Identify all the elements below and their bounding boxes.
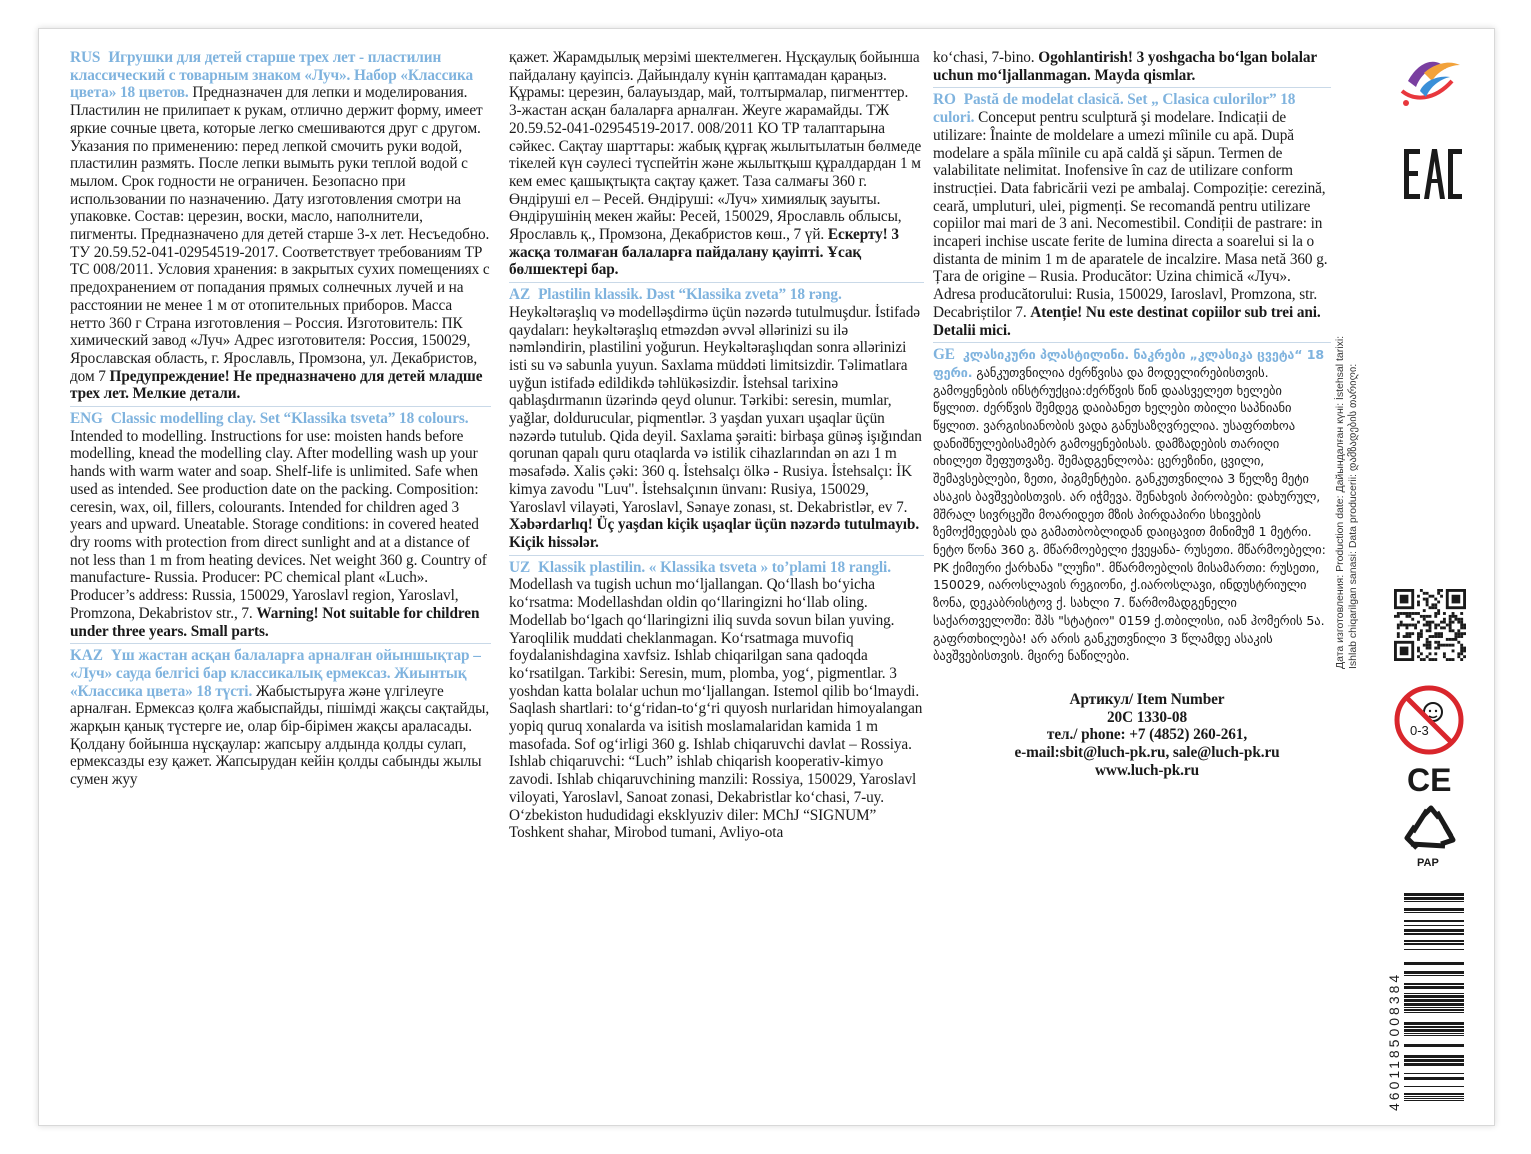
website-line: www.luch-pk.ru [1094, 761, 1199, 779]
uz-continued [933, 49, 1331, 84]
az-code: AZ [509, 286, 531, 304]
rus-code: RUS [70, 49, 101, 66]
ge-code: GE [933, 346, 955, 364]
az-warning: Xəbərdarlıq! Üç yaşdan kiçik uşaqlar üçün nəzərdə tutulmayıb. Kiçik hissələr. [509, 516, 920, 551]
production-date-vertical [1334, 269, 1374, 669]
column-2 [509, 49, 924, 842]
kaz-heading: Үш жастан асқан балаларға арналған ойыншықтар – «Луч» сауда белгісі бар классикалық ермексаз. Жиынтық «Классика цвета» 18 түсті. [70, 647, 481, 700]
contacts-block [963, 691, 1331, 780]
uz-heading: Klassik plastilin. « Klassika tsveta » to’plami 18 rangli. [538, 558, 891, 576]
divider [70, 406, 491, 407]
az-section [509, 286, 924, 552]
ro-warning: Atenție! Nu este destinat copiilor sub trei ani. Detalii mici. [933, 303, 1321, 339]
column-3 [933, 49, 1331, 779]
column-1 [70, 49, 491, 789]
uz-body-continued: ko‘chasi, 7-bino. [933, 49, 1035, 66]
label-sheet [38, 28, 1495, 1126]
divider [509, 555, 924, 556]
not-for-under-3-icon [1393, 684, 1465, 756]
production-date-line-2: Ishlab chiqarilgan sanasi: Data producerii: დამზადების თარიღი: [1347, 363, 1359, 669]
eng-heading: Classic modelling clay. Set “Klassika tsveta” 18 colours. [110, 410, 469, 428]
divider [933, 87, 1331, 88]
production-date-line-1: Дата изготовления: Production date: Дайындалған күні: İstehsal tarixi: [1334, 335, 1346, 669]
uz-warning: Ogohlantirish! 3 yoshgacha bo‘lgan bolalar uchun mo‘ljallanmagan. Mayda qismlar. [933, 49, 1317, 84]
eng-section [70, 410, 491, 640]
eng-body: Intended to modelling. Instructions for use: moisten hands before modelling, knead the modelling clay. After modelling wash up your hands with warm water and soap. Shelf-life is unlimited. Safe when used as intended. See production date on the packing. Composition: ceresin, wax, oil, fillers, colourants. Intended for children aged 3 years and upward. Uneatable. Storage conditions: in covered heated dry rooms with protection from direct sunlight and at a distance of not less than 1 m from heating devices. Net weight 360 g. Country of manufacture- Russia. Producer: PC chemical plant «Luch». Producer’s address: Russia, 150029, Yaroslavl region, Yaroslavl, Promzona, Dekabristov str., 7. [70, 427, 487, 622]
qr-code-icon [1394, 589, 1466, 661]
ro-section [933, 91, 1331, 339]
kaz-continued [509, 49, 924, 279]
barcode-icon [1386, 887, 1466, 1117]
article-number: 20C 1330-08 [1106, 708, 1188, 726]
kaz-body-continued: қажет. Жарамдылық мерзімі шектелмеген. Нұсқаулық бойынша пайдалану қауіпсіз. Дайындалу күнін қаптамадан қараңыз. Құрамы: церезин, балауыздар, май, толтырмалар, пигменттер. 3-жастан асқан балаларға арналған. Жеуге жарамайды. ТЖ 20.59.52-041-02954519-2017. 008/2011 КО ТР талаптарына сәйкес. Сақтау шарттары: жабық құрғақ жылытылатын бөлмеде тікелей күн сәулесі түспейтін және жылытқыш құралдардан 1 м кем емес қашықтықта сақтау қажет. Таза салмағы 360 г. Өндіруші ел – Ресей. Өндіруші: «Луч» химиялық зауыты. Өндірушінің мекен жайы: Ресей, 150029, Ярославль облысы, Ярославль қ., Промзона, Декабристов көш., 7 үй. [509, 49, 922, 244]
divider [70, 643, 491, 644]
ro-heading: Pastă de modelat clasică. Set „ Clasica culorilor” 18 culori. [933, 91, 1296, 127]
phone-line: тел./ phone: +7 (4852) 260-261, [1046, 726, 1248, 744]
ce-mark-icon [1407, 763, 1451, 795]
age-label: 0-3 [1410, 723, 1429, 738]
eac-mark-icon [1404, 149, 1462, 199]
ro-body: Conceput pentru sculptură şi modelare. Indicații de utilizare: Înainte de moldelare a umezi mîinile cu apă. După modelare a spăla mîinile cu apă caldă şi săpun. Termen de valabilitate nelimitat. Inofensive în caz de utilizare conform instrucției. Data fabricării vezi pe ambalaj. Compoziție: cerezină, ceară, umpluturi, ulei, pigmenți. Se recomandă pentru utilizare copiilor mai mari de 3 ani. Necomestibil. Condiții de pastrare: in incaperi inchise uscate ferite de lumina directa a soarelui si la o distanta de minim 1 m de aparatele de incalzire. Masa netă 360 g. Țara de origine – Rusia. Producător: Uzina chimică «Луч». Adresa producătorului: Rusia, 150029, Iaroslavl, Promzona, str. Decabriștilor 7. [933, 109, 1328, 321]
ce-label: CE [1407, 763, 1451, 795]
kaz-section [70, 647, 491, 789]
luch-logo-icon [1394, 51, 1466, 119]
ge-heading: კლასიკური პლასტილინი. ნაკრები „კლასიკა ცვეტა“ 18 ფერი. [933, 347, 1325, 380]
rus-heading: Игрушки для детей старше трех лет - пластилин классический с товарным знаком «Луч». Набор «Классика цвета» 18 цветов. [70, 49, 474, 102]
uz-body: Modellash va tugish uchun mo‘ljallangan. Qo‘llash bo‘yicha ko‘rsatma: Modellashdan oldin qo‘llaringizni ho‘llab oling. Modellab bo‘lgach qo‘llaringizni iliq suvda sovun bilan yuving. Yaroqlilik muddati cheklanmagan. Ko‘rsatmaga muvofiq foydalanishdagina xavfsiz. Ishlab chiqarilgan sana qadoqda ko‘rsatilgan. Tarkibi: Seresin, mum, plomba, yog‘, pigmentlar. 3 yoshdan katta bolalar uchun mo‘ljallangan. Istemol qilib bo‘lmaydi. Saqlash shartlari: to‘g‘ridan-to‘g‘ri quyosh nurlaridan himoyalangan yopiq quruq xonalarda va isitish moslamalaridan kamida 1 m masofada. Sof og‘irligi 360 g. Ishlab chiqaruvchi davlat – Rossiya. Ishlab chiqaruvchi: “Luch” ishlab chiqarish kooperativ-kimyo zavodi. Ishlab chiqaruvchining manzili: Rossiya, 150029, Yaroslavl viloyati, Yaroslavl, Sanoat zonasi, Dekabristlar ko‘chasi, 7-uy. O‘zbekiston hududidagi eksklyuziv diler: MChJ “SIGNUM” Toshkent shahar, Mirobod tumani, Avliyo-ota [509, 576, 923, 842]
rus-warning: Предупреждение! Не предназначено для детей младше трех лет. Мелкие детали. [70, 367, 483, 403]
pap-recycling-icon [1401, 804, 1461, 874]
ro-code: RO [933, 91, 956, 109]
ge-section [933, 346, 1331, 665]
kaz-code: KAZ [70, 647, 103, 665]
kaz-warning: Ескерту! 3 жасқа толмаған балаларға пайдалану қауіпті. Ұсақ бөлшектері бар. [509, 226, 899, 279]
pap-label: PAP [1417, 857, 1439, 869]
barcode-digits: 4601185008384 [1386, 971, 1402, 1111]
az-body: Heykəltəraşlıq və modelləşdirmə üçün nəzərdə tutulmuşdur. İstifadə qaydaları: heykəltəraşlıq etməzdən əvvəl əllərinizi su ilə nəmləndirin, plastilini yoğurun. Heykəltəraşlıqdan sonra əllərinizi isti su və sabunla yuyun. Saxlama müddəti limitsizdir. Təlimatlara uyğun istifadə edildikdə təhlükəsizdir. İstehsal tarixinə qablaşdırmanın üzərində qeyd olunur. Tərkibi: seresin, mumlar, yağlar, doldurucular, piqmentlər. 3 yaşdan yuxarı uşaqlar üçün nəzərdə tutulub. Qida deyil. Saxlama şəraiti: birbaşa günəş işığından qorunan qapalı quru otaqlarda və istilik cihazlarından ən azı 1 m məsafədə. Xalis çəki: 360 q. İstehsalçı ölkə - Rusiya. İstehsalçı: İK kimya zavodu "Luч". İstehsalçının ünvanı: Rusiya, 150029, Yaroslavl vilayəti, Yaroslavl, Sənaye zonası, st. Dekabristlər, ev 7. [509, 303, 922, 516]
divider [933, 342, 1331, 343]
kaz-body: Жабыстыруға және үлгілеуге арналған. Ермексаз қолға жабыспайды, пішімді жақсы сақтайды, жарқын қанық түстерге ие, олар бір-бірімен жақсы араласады. Қолдану бойынша нұсқаулар: жапсыру алдында қолды сулап, ермексазды езу қажет. Жапсырудан кейін қолды сабынды жылы сумен жуу [70, 682, 490, 789]
divider [509, 282, 924, 283]
article-label: Артикул/ Item Number [1069, 690, 1225, 708]
eng-code: ENG [70, 410, 103, 428]
rus-body: Предназначен для лепки и моделирования. Пластилин не прилипает к рукам, отлично держит форму, имеет яркие сочные цвета, которые легко смешиваются друг с другом. Указания по применению: перед лепкой смочить руки водой, пластилин размять. После лепки вымыть руки теплой водой с мылом. Срок годности не ограничен. Безопасно при использовании по назначению. Дату изготовления смотри на упаковке. Состав: церезин, воски, масло, наполнители, пигменты. Предназначено для детей старше 3-х лет. Несъедобно. ТУ 20.59.52-041-02954519-2017. Соответствует требованиям ТР ТС 008/2011. Условия хранения: в закрытых сухих помещениях с предохранением от попадания прямых солнечных лучей и на расстоянии не менее 1 м от отопительных приборов. Масса нетто 360 г Страна изготовления – Россия. Изготовитель: ПК химический завод «Луч» Адрес изготовителя: Россия, 150029, Ярославская область, г. Ярославль, Промзона, ул. Декабристов, дом 7 [70, 84, 490, 385]
uz-code: UZ [509, 558, 531, 576]
az-heading: Plastilin klassik. Dəst “Klassika zveta” 18 rəng. [538, 286, 842, 304]
uz-section [509, 559, 924, 842]
ge-body: განკუთვნილია ძერწვისა და მოდელირებისთვის. გამოყენების ინსტრუქცია:ძერწვის წინ დაასველეთ ხელები წყლით. ძერწვის შემდეგ დაიბანეთ ხელები თბილი საპნიანი წყლით. ვარგისიანობის ვადა განუსაზღვრელია. უსაფრთხოა დანიშნულებისამებრ გამოყენებისას. დამზადების თარიღი იხილეთ შეფუთვაზე. შემადგენლობა: ცერეზინი, ცვილი, შემავსებლები, ზეთი, პიგმენტები. განკუთვნილია 3 წელზე მეტი ასაკის ბავშვებისთვის. არ იჭმევა. შენახვის პირობები: დახურულ, მშრალ სივრცეში მოარიდეთ მზის პირდაპირი სხივების ზემოქმედებას და გამათბობლიდან დაიცავით მინიმუმ 1 მეტრი. ნეტო წონა 360 გ. მწარმოებელი ქვეყანა- რუსეთი. მწარმოებელი: PK ქიმიური ქარხანა "ლუჩი". მწარმოებლის მისამართი: რუსეთი, 150029, იაროსლავის რეგიონი, ქ.იაროსლავი, ინდუსტრიული ზონა, დეკაბრისტოვ ქ. სახლი 7. წარმომადგენელი საქართველოში: შპს "სტატიო" 0159 ქ.თბილისი, იან ჰომერის 5ა. გაფრთხილება! არ არის განკუთვნილი 3 წლამდე ასაკის ბავშვებისთვის. მცირე ნაწილები. [933, 364, 1326, 664]
eng-warning: Warning! Not suitable for children under three years. Small parts. [70, 604, 480, 640]
email-line: e-mail:sbit@luch-pk.ru, sale@luch-pk.ru [1014, 744, 1280, 762]
rus-section [70, 49, 491, 403]
